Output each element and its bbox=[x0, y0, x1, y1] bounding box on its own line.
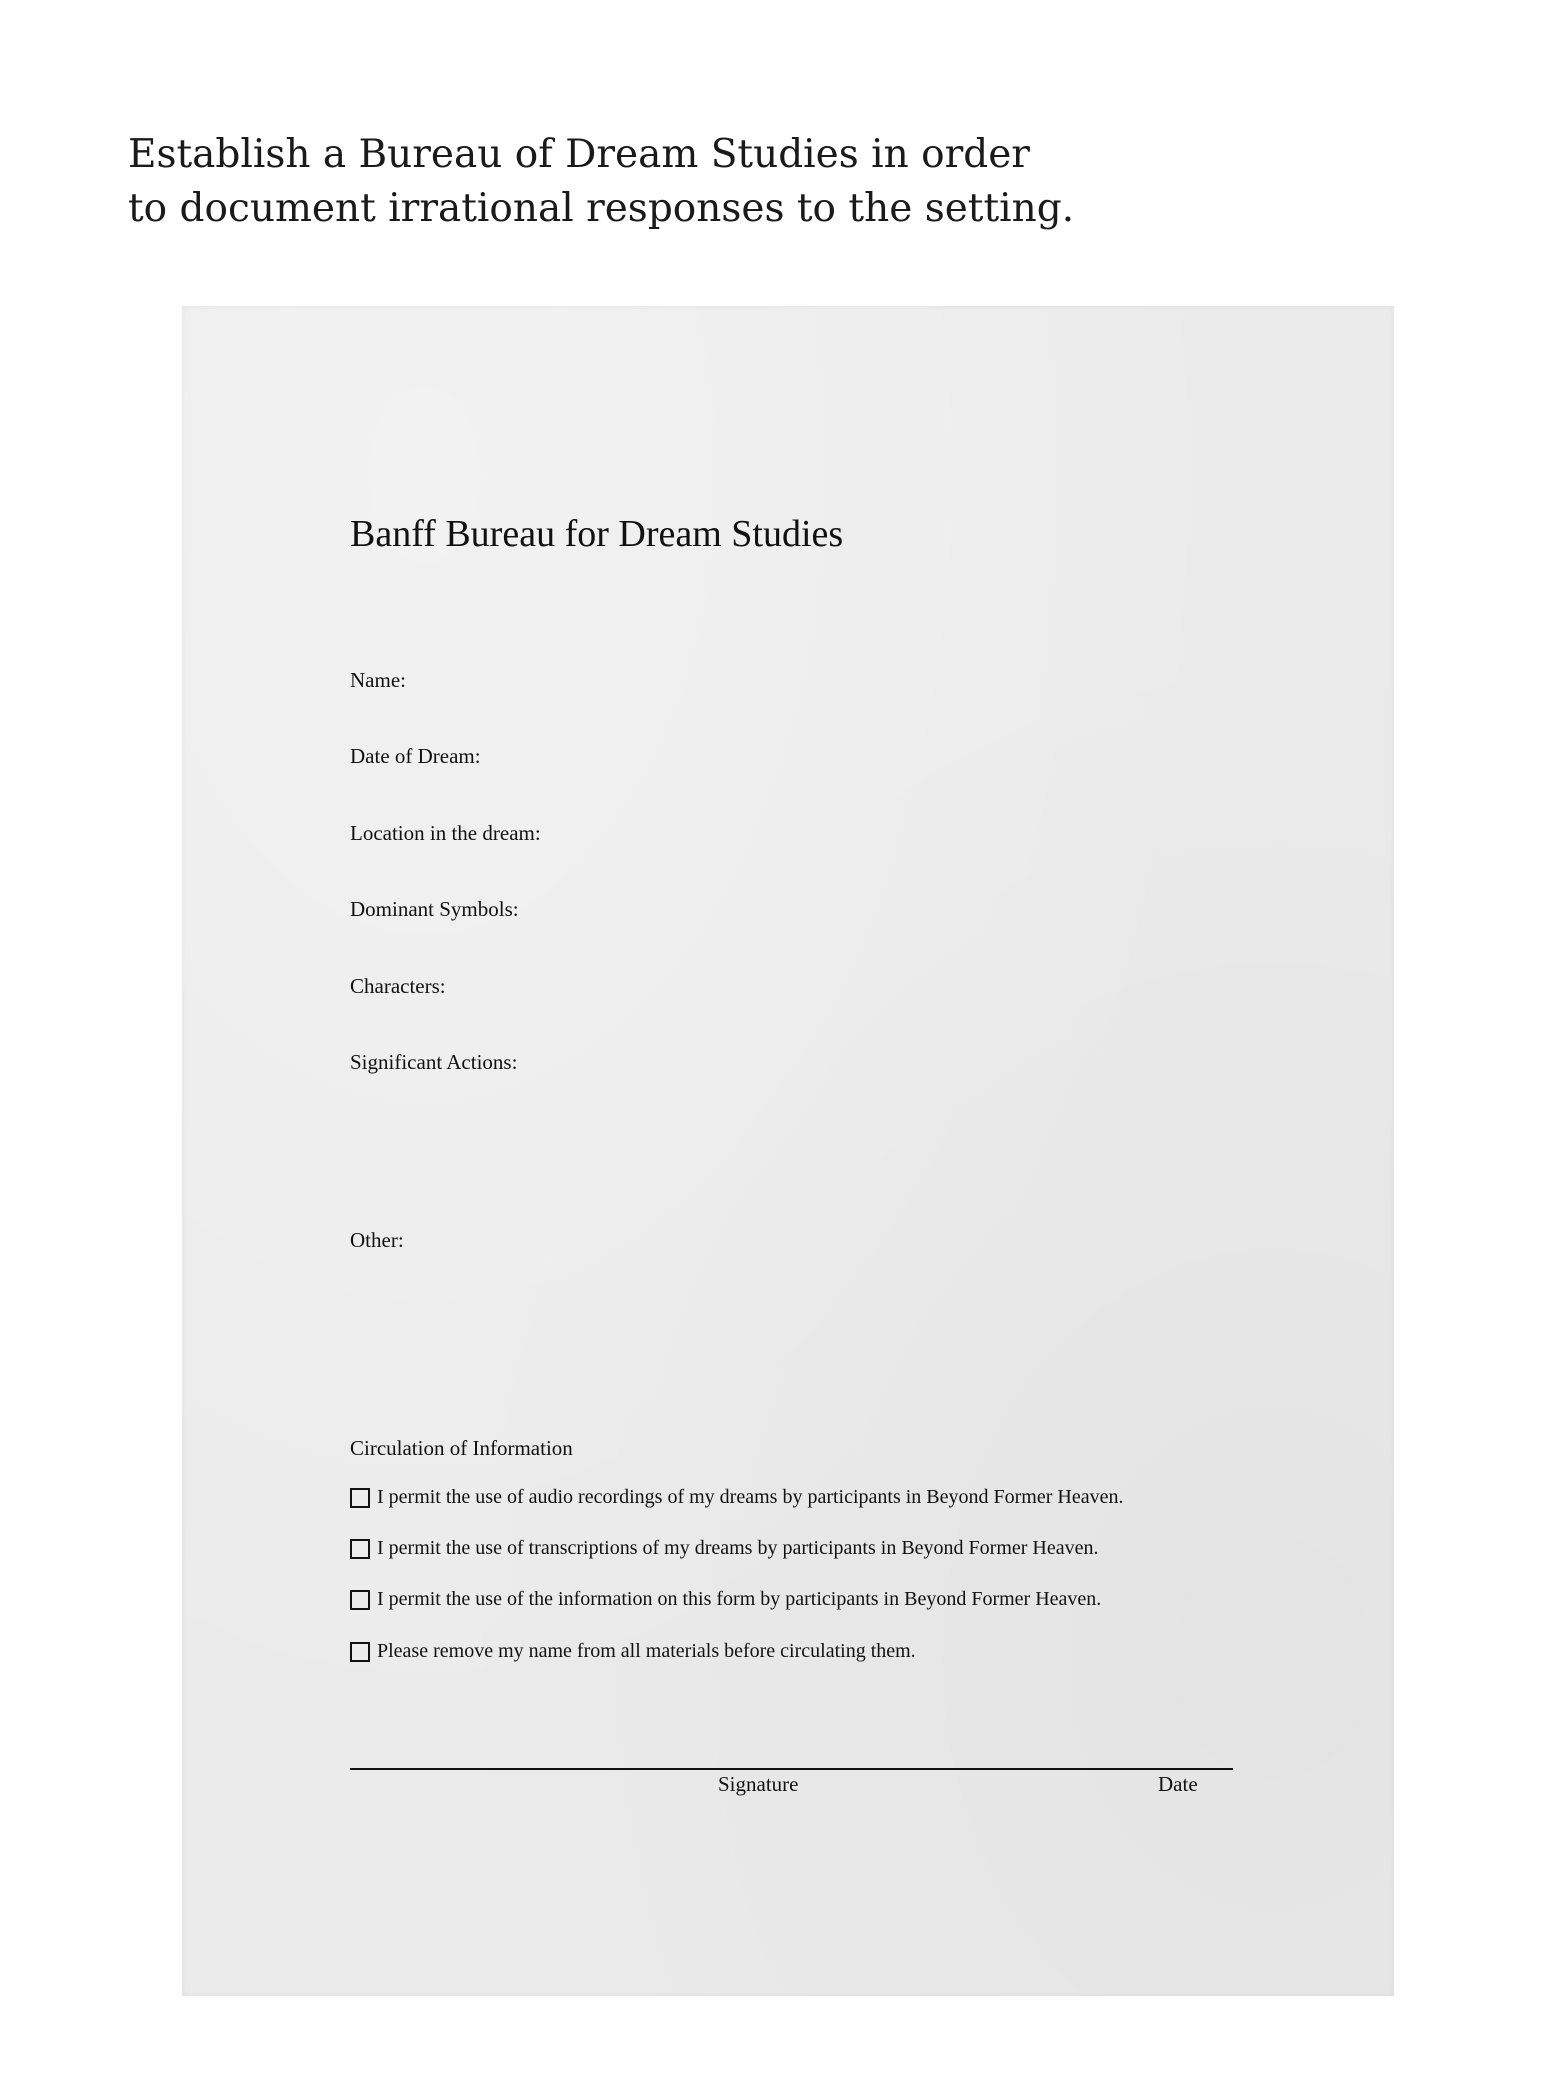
caption-line-2: to document irrational responses to the setting. bbox=[128, 186, 1075, 231]
field-characters-label: Characters: bbox=[350, 974, 446, 998]
field-significant-actions-label: Significant Actions: bbox=[350, 1050, 518, 1074]
field-date-of-dream-label: Date of Dream: bbox=[350, 744, 481, 768]
consent-option-form-info bbox=[350, 1588, 1101, 1611]
dream-report-form bbox=[182, 306, 1394, 1996]
field-location-label: Location in the dream: bbox=[350, 821, 541, 845]
field-other-label: Other: bbox=[350, 1228, 404, 1252]
consent-checkbox-transcriptions[interactable] bbox=[350, 1539, 370, 1559]
signature-line[interactable] bbox=[350, 1768, 1233, 1770]
paper-form-scan bbox=[182, 306, 1394, 1996]
consent-label-form-info: I permit the use of the information on this form by participants in Beyond Former Heaven. bbox=[377, 1588, 1102, 1610]
caption-line-1: Establish a Bureau of Dream Studies in order bbox=[128, 132, 1030, 177]
circulation-heading: Circulation of Information bbox=[350, 1436, 573, 1460]
consent-option-transcriptions bbox=[350, 1537, 1098, 1560]
signature-label: Signature bbox=[718, 1772, 799, 1796]
form-title: Banff Bureau for Dream Studies bbox=[350, 513, 844, 555]
consent-label-remove-name: Please remove my name from all materials before circulating them. bbox=[377, 1640, 916, 1662]
consent-option-remove-name bbox=[350, 1640, 916, 1663]
consent-label-audio: I permit the use of audio recordings of my dreams by participants in Beyond Former Heaven. bbox=[377, 1486, 1124, 1508]
consent-checkbox-form-info[interactable] bbox=[350, 1590, 370, 1610]
consent-option-audio bbox=[350, 1486, 1123, 1509]
consent-checkbox-audio[interactable] bbox=[350, 1488, 370, 1508]
field-dominant-symbols-label: Dominant Symbols: bbox=[350, 897, 519, 921]
date-label: Date bbox=[1158, 1772, 1198, 1796]
field-name-label: Name: bbox=[350, 668, 406, 692]
consent-label-transcriptions: I permit the use of transcriptions of my dreams by participants in Beyond Former Heaven. bbox=[377, 1537, 1099, 1559]
consent-checkbox-remove-name[interactable] bbox=[350, 1642, 370, 1662]
page-caption bbox=[128, 128, 1328, 236]
